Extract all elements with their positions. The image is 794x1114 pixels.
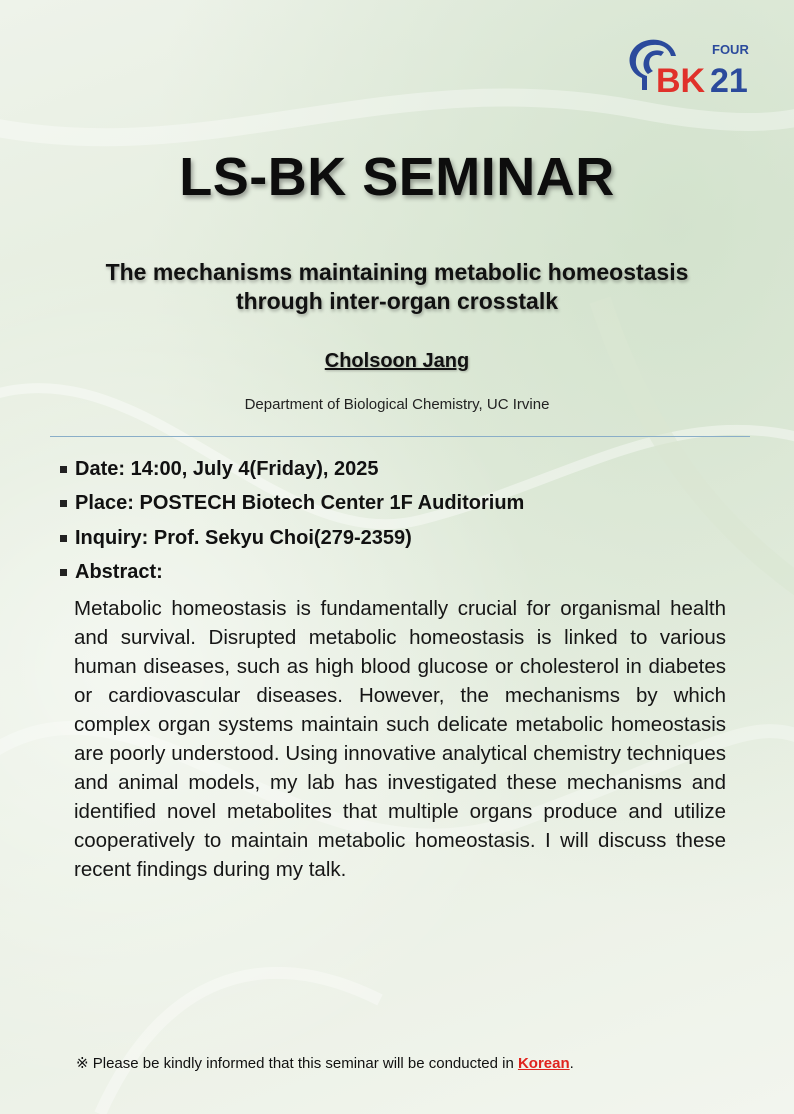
language-notice-end: . <box>569 1055 574 1072</box>
seminar-title: LS-BK SEMINAR <box>179 147 615 207</box>
talk-title-line-1: The mechanisms maintaining metabolic homeostasis <box>105 259 689 285</box>
square-bullet-icon <box>60 535 67 542</box>
language-highlight: Korean <box>517 1055 570 1072</box>
info-place <box>60 487 750 522</box>
section-divider <box>50 436 750 437</box>
square-bullet-icon <box>60 500 67 507</box>
info-date-text: Date: 14:00, July 4(Friday), 2025 <box>75 457 379 480</box>
four-bk21-logo <box>624 34 754 98</box>
speaker-name: Cholsoon Jang <box>324 350 470 372</box>
talk-title <box>40 258 754 316</box>
info-date <box>60 452 750 487</box>
abstract-text: Metabolic homeostasis is fundamentally crucial for organismal health and survival. Disrupted metabolic homeostasis is linked to various human diseases, such as high blood glucose or cholesterol in diabetes or cardiovascular diseases. However, the mechanisms by which complex organ systems maintain such delicate metabolic homeostasis are poorly understood. Using innovative analytical chemistry techniques and animal models, my lab has investigated these mechanisms and identified novel metabolites that multiple organs produce and utilize cooperatively to maintain metabolic homeostasis. I will discuss these recent findings during my talk. <box>74 597 726 881</box>
speaker-affiliation: Department of Biological Chemistry, UC Irvine <box>244 396 550 413</box>
language-notice <box>76 1054 574 1072</box>
info-abstract-label <box>60 556 750 591</box>
logo-21-text: 21 <box>710 62 748 98</box>
abstract-label-text: Abstract: <box>75 561 163 584</box>
talk-title-line-2: through inter-organ crosstalk <box>235 288 559 314</box>
logo-four-text: FOUR <box>712 42 749 57</box>
info-place-text: Place: POSTECH Biotech Center 1F Auditorium <box>75 492 525 515</box>
seminar-info-list <box>60 452 750 590</box>
square-bullet-icon <box>60 466 67 473</box>
info-inquiry <box>60 521 750 556</box>
info-inquiry-text: Inquiry: Prof. Sekyu Choi(279-2359) <box>75 526 412 549</box>
square-bullet-icon <box>60 569 67 576</box>
logo-bk-text: BK <box>656 62 706 98</box>
language-notice-text: ※ Please be kindly informed that this seminar will be conducted in <box>76 1055 518 1072</box>
